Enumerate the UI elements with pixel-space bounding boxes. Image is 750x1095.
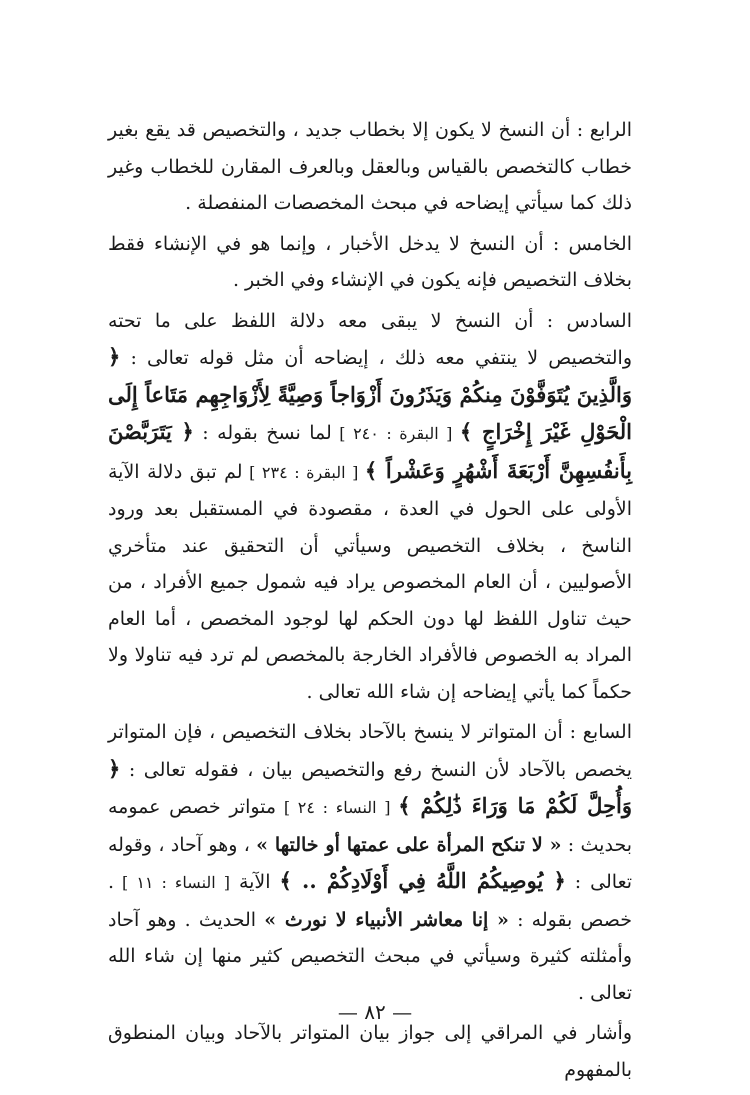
body-text: . خصص بقوله : — [108, 871, 632, 931]
body-text: الخامس : أن النسخ لا يدخل الأخبار ، وإنما هو في الإنشاء فقط بخلاف التخصيص فإنه يكون في الإنشاء وفي الخبر . — [108, 232, 632, 291]
body-text: ، وهو آحاد ، وقوله تعالى : — [108, 833, 633, 893]
verse-reference: [ البقرة : ٢٤٠ ] — [331, 424, 460, 443]
verse-reference: [ النساء : ١١ ] — [114, 873, 230, 892]
page-number: — ٨٢ — — [337, 1000, 413, 1024]
paragraph-fourth — [108, 112, 632, 222]
body-text: لم تبق دلالة الآية الأولى على الحول في العدة ، مقصودة في المستقبل بعد ورود الناسخ ، بخلاف التخصيص وسيأتي أن التحقيق عند متأخري الأصوليين ، أن العام المخصوص يراد فيه شمول جميع الأفراد ، من حيث تناول اللفظ لها دون الحكم لها لوجود المخصص ، أما العام المراد به الخصوص فالأفراد الخارجة بالمخصص لم ترد فيه تناولا ولا حكماً كما يأتي إيضاحه إن شاء الله تعالى . — [108, 460, 632, 703]
body-text: السادس : أن النسخ لا يبقى معه دلالة اللفظ على ما تحته والتخصيص لا ينتفي معه ذلك ، إيضاحه أن مثل قوله تعالى : — [108, 309, 632, 369]
body-text: لما نسخ بقوله : — [193, 422, 332, 444]
paragraph-fifth — [108, 226, 632, 299]
paragraph-sixth — [108, 303, 632, 711]
body-text: الحديث . وهو آحاد وأمثلته كثيرة وسيأتي في مبحث التخصيص كثير منها إن شاء الله تعالى . — [108, 908, 632, 1004]
hadith-quote: « إنا معاشر الأنبياء لا نورث » — [264, 908, 509, 931]
quran-verse: ﴿ يُوصِيكُمُ اللَّهُ فِي أَوْلَادِكُمْ .. ﴾ — [279, 868, 566, 893]
page-body — [108, 112, 632, 1088]
quran-verse: ﴿ وَالَّذِينَ يُتَوَفَّوْنَ مِنكُمْ وَيَذَرُونَ أَزْوَاجاً وَصِيَّةً لِأَزْوَاجِهِم مَتَاعاً إِلَى الْحَوْلِ غَيْرَ إِخْرَاجٍ ﴾ — [108, 344, 632, 444]
body-text: متواتر خصص عمومه بحديث : — [108, 796, 632, 856]
hadith-quote: « لا تنكح المرأة على عمتها أو خالتها » — [256, 833, 562, 856]
body-text: وأشار في المراقي إلى جواز بيان المتواتر بالآحاد وبيان المنطوق بالمفهوم — [108, 1022, 632, 1081]
body-text: السابع : أن المتواتر لا ينسخ بالآحاد بخلاف التخصيص ، فإن المتواتر يخصص بالآحاد لأن النسخ رفع والتخصيص بيان ، فقوله تعالى : — [108, 721, 632, 781]
body-text: الآية — [229, 871, 280, 893]
body-text: الرابع : أن النسخ لا يكون إلا بخطاب جديد ، والتخصيص قد يقع بغير خطاب كالتخصص بالقياس وبالعقل وبالعرف المقارن للخطاب وغير ذلك كما سيأتي إيضاحه في مبحث المخصصات المنفصلة . — [108, 119, 632, 214]
quran-verse: ﴿ يَتَرَبَّصْنَ بِأَنفُسِهِنَّ أَرْبَعَةَ أَشْهُرٍ وَعَشْراً ﴾ — [108, 419, 632, 483]
verse-reference: [ النساء : ٢٤ ] — [276, 798, 399, 817]
paragraph-seventh — [108, 714, 632, 1011]
quran-verse: ﴿ وَأُحِلَّ لَكُمْ مَا وَرَاءَ ذَٰلِكُمْ ﴾ — [108, 755, 633, 818]
paragraph-maraqi — [108, 1015, 632, 1088]
verse-reference: [ البقرة : ٢٣٤ ] — [242, 462, 365, 482]
